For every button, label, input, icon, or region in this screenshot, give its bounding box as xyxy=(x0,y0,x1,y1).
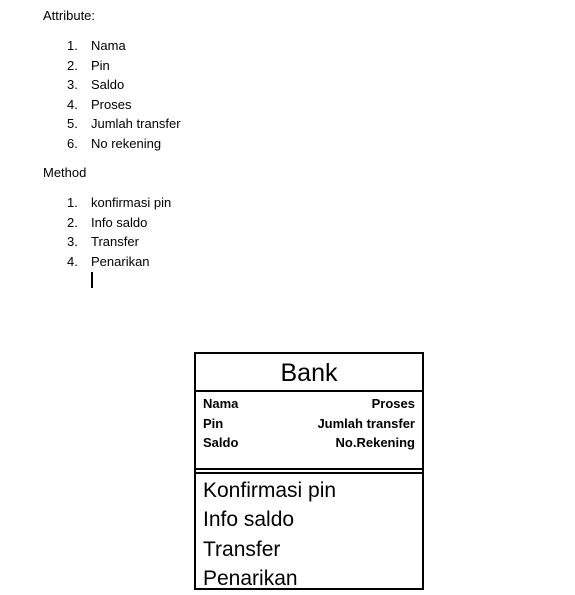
list-text: konfirmasi pin xyxy=(91,195,172,210)
list-number: 4. xyxy=(67,253,78,269)
method-heading: Method xyxy=(43,165,87,180)
list-text: Pin xyxy=(91,57,110,73)
list-text: Transfer xyxy=(91,234,139,249)
text-cursor xyxy=(91,272,93,288)
attribute-item: Nama xyxy=(203,396,239,411)
list-number: 5. xyxy=(67,116,78,131)
attributes-right-column xyxy=(317,394,415,453)
list-text: Penarikan xyxy=(91,253,150,269)
method-item: Konfirmasi pin xyxy=(203,479,337,502)
class-methods xyxy=(196,472,422,593)
attribute-item: Saldo xyxy=(203,435,239,450)
attribute-item: Pin xyxy=(203,415,224,431)
list-number: 6. xyxy=(67,135,78,151)
list-number: 4. xyxy=(67,96,78,112)
list-text: Saldo xyxy=(91,77,125,92)
list-text: Info saldo xyxy=(91,214,148,230)
list-number: 1. xyxy=(67,38,78,53)
method-item: Transfer xyxy=(203,537,281,561)
list-number: 3. xyxy=(67,77,78,92)
method-item: Info saldo xyxy=(203,508,295,532)
class-attributes xyxy=(196,392,422,470)
bank-class-diagram[interactable] xyxy=(194,352,424,590)
attributes-left-column xyxy=(203,394,238,453)
list-text: Nama xyxy=(91,38,126,53)
list-number: 3. xyxy=(67,234,78,249)
attribute-item: Proses xyxy=(371,396,415,411)
class-name: Bank xyxy=(196,354,422,392)
method-item: Penarikan xyxy=(203,566,298,590)
list-text: Proses xyxy=(91,96,132,112)
list-number: 2. xyxy=(67,57,78,73)
attribute-heading: Attribute: xyxy=(43,8,96,23)
attribute-item: Jumlah transfer xyxy=(317,415,415,431)
list-number: 1. xyxy=(67,195,78,210)
list-text: No rekening xyxy=(91,135,162,151)
list-number: 2. xyxy=(67,214,78,230)
attribute-item: No.Rekening xyxy=(335,435,415,450)
list-text: Jumlah transfer xyxy=(91,116,181,131)
